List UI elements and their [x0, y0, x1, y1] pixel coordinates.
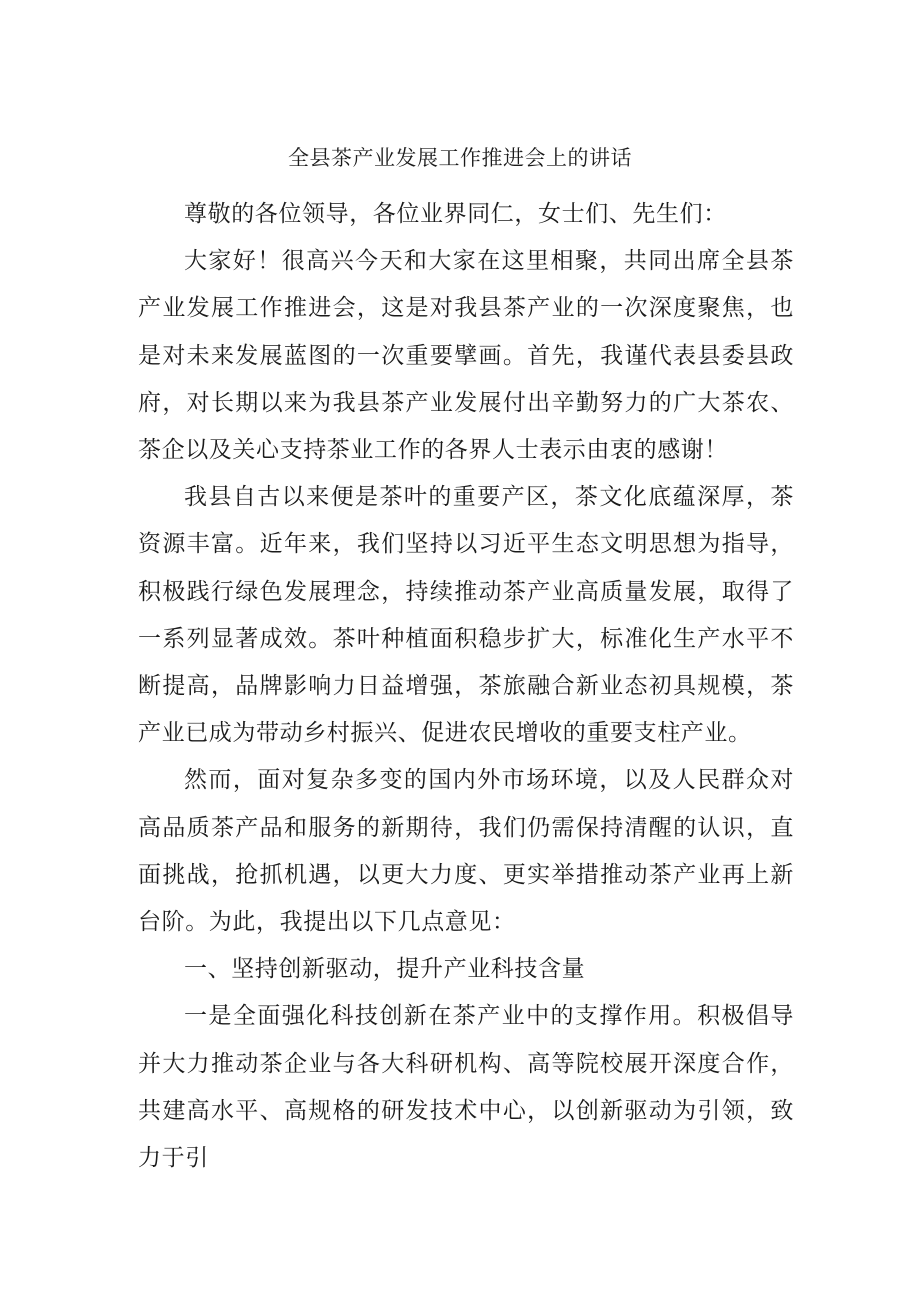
paragraph-background: 我县自古以来便是茶叶的重要产区，茶文化底蕴深厚，茶资源丰富。近年来，我们坚持以习近平生态文明思想为指导，积极践行绿色发展理念，持续推动茶产业高质量发展，取得了一系列显著成效。茶叶种植面积稳步扩大，标准化生产水平不断提高，品牌影响力日益增强，茶旅融合新业态初具规模，茶产业已成为带动乡村振兴、促进农民增收的重要支柱产业。 [138, 484, 794, 747]
paragraph-greeting: 大家好！很高兴今天和大家在这里相聚，共同出席全县茶产业发展工作推进会，这是对我县茶产业的一次深度聚焦，也是对未来发展蓝图的一次重要擘画。首先，我谨代表县委县政府，对长期以来为我县茶产业发展付出辛勤努力的广大茶农、茶企以及关心支持茶业工作的各界人士表示由衷的感谢！ [138, 248, 794, 464]
paragraph-challenges: 然而，面对复杂多变的国内外市场环境，以及人民群众对高品质茶产品和服务的新期待，我们仍需保持清醒的认识，直面挑战，抢抓机遇，以更大力度、更实举措推动茶产业再上新台阶。为此，我提出以下几点意见： [138, 767, 794, 936]
paragraph-point-1: 一是全面强化科技创新在茶产业中的支撑作用。积极倡导并大力推动茶企业与各大科研机构、高等院校展开深度合作，共建高水平、高规格的研发技术中心，以创新驱动为引领，致力于引 [138, 1003, 794, 1172]
section-heading-1: 一、坚持创新驱动，提升产业科技含量 [184, 956, 586, 983]
paragraph-salutation: 尊敬的各位领导，各位业界同仁，女士们、先生们： [184, 201, 727, 227]
document-body [138, 191, 794, 1182]
document-title: 全县茶产业发展工作推进会上的讲话 [288, 146, 632, 170]
